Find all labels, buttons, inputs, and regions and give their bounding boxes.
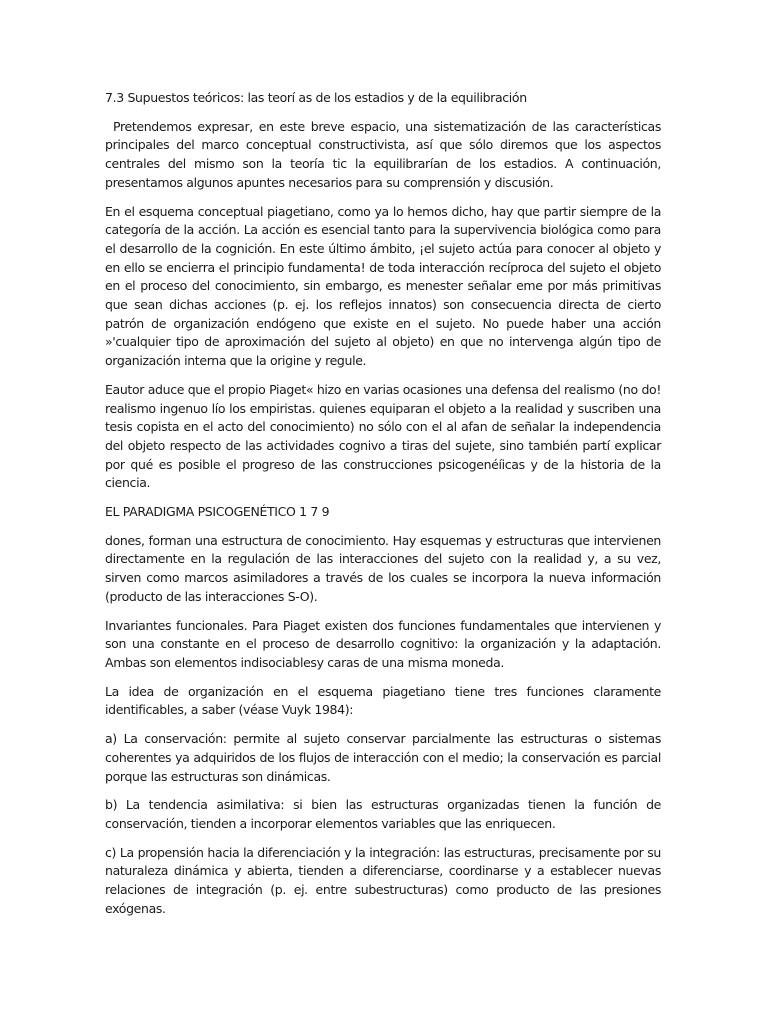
section-title: 7.3 Supuestos teóricos: las teorí as de los estadios y de la equilibración	[105, 90, 527, 105]
list-item-differentiation: c) La propensión hacia la diferenciación y la integración: las estructuras, precisamente por su naturaleza dinámica y abierta, tienden a diferenciarse, coordinarse y a establecer nuevas relaciones de integración (p. ej. entre subestructuras) como producto de las presiones exógenas.	[105, 844, 661, 916]
paragraph-organization: La idea de organización en el esquema piagetiano tiene tres funciones claramente identificables, a saber (véase Vuyk 1984):	[105, 683, 661, 718]
paragraph-realism: Eautor aduce que el propio Piaget« hizo en varias ocasiones una defensa del realismo (no do! realismo ingenuo lío los empiristas. quienes equiparan el objeto a la realidad y suscriben una tesis copista en el acto del conocimiento) no sólo con el al afan de señalar la independencia del objeto respecto de las actividades cognivo a tiras del sujete, sino también partí explicar por qué es posible el progreso de las construcciones psicogenéíicas y de la historia de la ciencia.	[105, 381, 661, 491]
paragraph-action: En el esquema conceptual piagetiano, como ya lo hemos dicho, hay que partir siempre de la categoría de la acción. La acción es esencial tanto para la supervivencia biológica como para el desarrollo de la cognición. En este último ámbito, ¡el sujeto actúa para conocer al objeto y en ello se encierra el principio fundamenta! de toda interacción recíproca del sujeto el objeto en el proceso del conocimiento, sin embargo, es menester señalar eme por más primitivas que sean dichas acciones (p. ej. los reflejos innatos) son consecuencia directa de cierto patrón de organización endógeno que existe en el sujeto. No puede haber una acción »'cualquier tipo de aproximación del sujeto al objeto) en que no intervenga algún tipo de organización interna que la origine y regule.	[105, 203, 661, 369]
paragraph-invariants: Invariantes funcionales. Para Piaget existen dos funciones fundamentales que intervienen y son una constante en el proceso de desarrollo cognitivo: la organización y la adaptación. Ambas son elementos indisociablesy caras de una misma moneda.	[105, 617, 661, 670]
list-item-assimilation: b) La tendencia asimilativa: si bien las estructuras organizadas tienen la función de conservación, tienden a incorporar elementos variables que las enriquecen.	[105, 797, 661, 831]
paragraph-structures: dones, forman una estructura de conocimiento. Hay esquemas y estructuras que intervienen directamente en la regulación de las interacciones del sujeto con la realidad y, a su vez, sirven como marcos asimiladores a través de los cuales se incorpora la nueva información (producto de las interacciones S-O).	[105, 532, 661, 604]
paragraph-intro: Pretendemos expresar, en este breve espacio, una sistematización de las características principales del marco conceptual constructivista, así que sólo diremos que los aspectos centrales del mismo son la teoría tic la equilibrarían de los estadios. A continuación, presentamos algunos apuntes necesarios para su comprensión y discusión.	[105, 118, 661, 190]
list-item-conservation: a) La conservación: permite al sujeto conservar parcialmente las estructuras o sistemas coherentes ya adquiridos de los flujos de interacción con el medio; la conservación es parcial porque las estructuras son dinámicas.	[105, 731, 661, 784]
document-page	[105, 89, 661, 928]
running-header: EL PARADIGMA PSICOGENÉTICO 1 7 9	[105, 504, 330, 520]
